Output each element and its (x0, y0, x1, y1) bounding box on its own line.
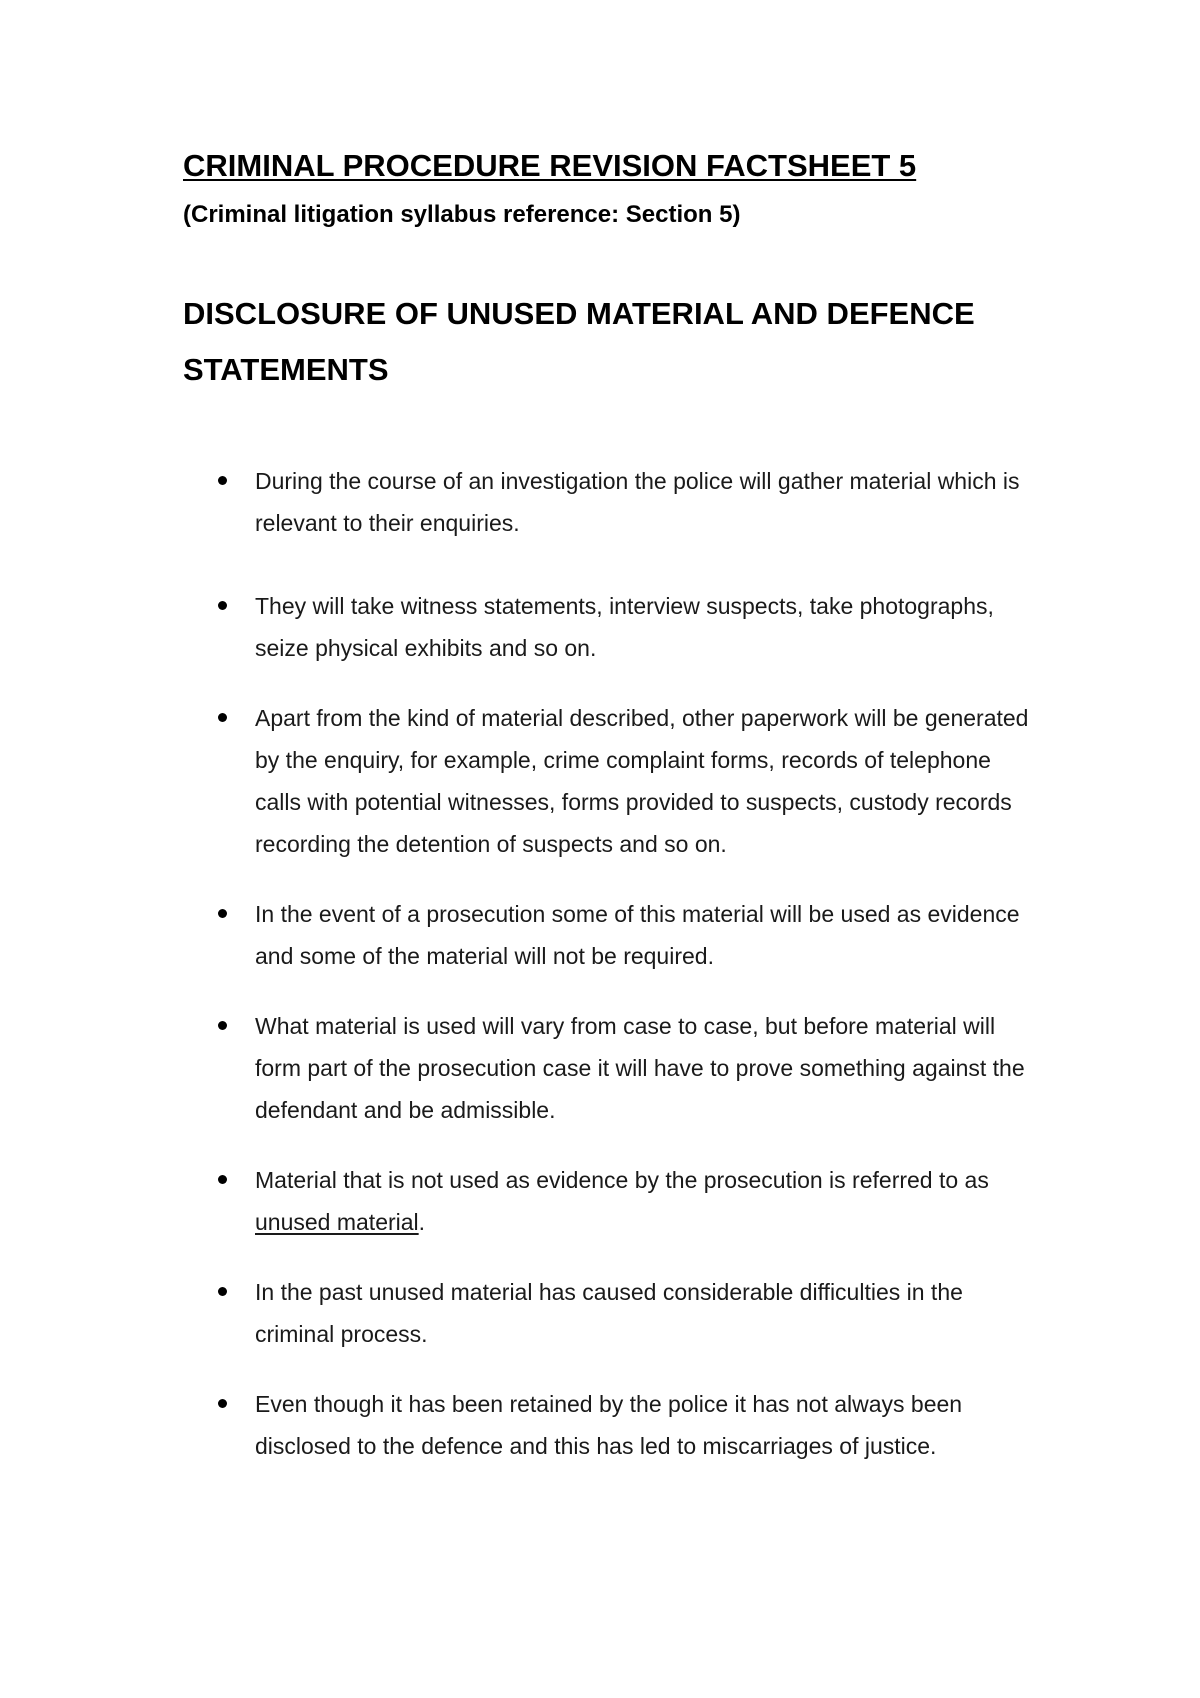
list-item (183, 1271, 1033, 1355)
list-item-text: What material is used will vary from case to case, but before material will form part of the prosecution case it will have to prove something against the defendant and be admissible. (255, 1013, 1025, 1123)
bullet-icon (218, 1175, 227, 1184)
list-item-text (255, 1167, 989, 1235)
bullet-icon (218, 476, 227, 485)
list-item (183, 1159, 1033, 1243)
bullet-icon (218, 1287, 227, 1296)
list-item-text: During the course of an investigation the police will gather material which is relevant to their enquiries. (255, 468, 1020, 536)
list-item-text: Even though it has been retained by the police it has not always been disclosed to the defence and this has led to miscarriages of justice. (255, 1391, 963, 1459)
list-item (183, 585, 1033, 669)
bullet-icon (218, 1399, 227, 1408)
list-item (183, 460, 1033, 544)
list-item-text: They will take witness statements, interview suspects, take photographs, seize physical exhibits and so on. (255, 593, 994, 661)
bullet-icon (218, 713, 227, 722)
list-item-text-after: . (418, 1209, 426, 1235)
document-subtitle: (Criminal litigation syllabus reference: Section 5) (183, 201, 741, 228)
list-item (183, 1005, 1033, 1131)
list-item-text: In the event of a prosecution some of this material will be used as evidence and some of the material will not be required. (255, 901, 1020, 969)
list-item-text: In the past unused material has caused considerable difficulties in the criminal process. (255, 1279, 963, 1347)
list-item (183, 1383, 1033, 1467)
list-item (183, 893, 1033, 977)
list-item-text-before: Material that is not used as evidence by the prosecution is referred to as (255, 1167, 989, 1193)
document-page (183, 140, 1033, 1495)
underlined-term: unused material (255, 1209, 419, 1235)
document-title: CRIMINAL PROCEDURE REVISION FACTSHEET 5 (183, 148, 917, 183)
bullet-icon (218, 601, 227, 610)
bullet-list (183, 460, 1033, 1467)
list-item-text: Apart from the kind of material described, other paperwork will be generated by the enquiry, for example, crime complaint forms, records of telephone calls with potential witnesses, forms provided to suspects, custody records recording the detention of suspects and so on. (255, 705, 1029, 857)
bullet-icon (218, 1021, 227, 1030)
section-heading: DISCLOSURE OF UNUSED MATERIAL AND DEFENCE STATEMENTS (183, 296, 975, 387)
list-item (183, 697, 1033, 865)
bullet-icon (218, 909, 227, 918)
